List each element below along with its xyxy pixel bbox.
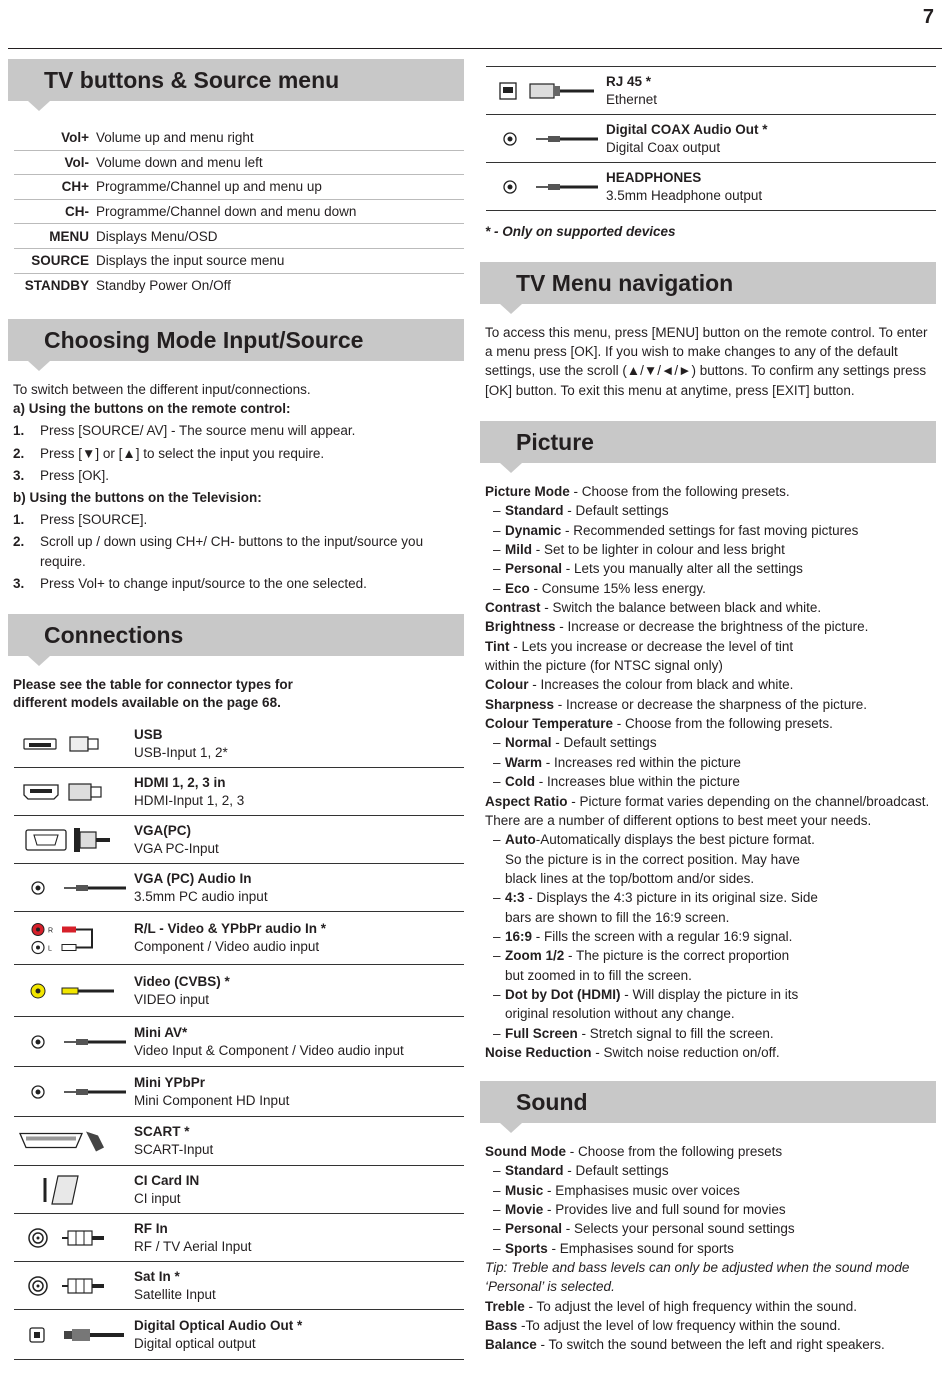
connection-text [134, 1317, 464, 1353]
list-line [485, 908, 941, 927]
button-row [14, 274, 464, 299]
button-row [14, 175, 464, 200]
term: Picture Mode [485, 484, 570, 499]
list-line [485, 675, 941, 694]
button-key: CH+ [61, 179, 89, 195]
button-desc: Programme/Channel down and menu down [96, 204, 357, 220]
button-key: SOURCE [31, 253, 89, 269]
term-desc: - Increases red within the picture [542, 754, 741, 770]
rj45-icon [486, 67, 606, 115]
button-row [14, 200, 464, 225]
term-desc: - Lets you manually alter all the settings [562, 561, 803, 577]
connection-title: Mini YPbPr [134, 1074, 206, 1090]
dash-bullet: – [493, 503, 501, 519]
mini-av-icon [14, 1017, 134, 1067]
connection-subtitle: Digital optical output [134, 1335, 256, 1351]
connection-row [486, 67, 936, 115]
term-desc: -To adjust the level of low frequency within the sound. [517, 1318, 841, 1334]
hdmi-icon [14, 768, 134, 816]
list-line [485, 540, 941, 559]
step-item [13, 510, 463, 529]
term-desc: - Consume 15% less energy. [529, 580, 706, 596]
term-desc: - Set to be lighter in colour and less bright [532, 542, 785, 558]
step-item [13, 421, 463, 440]
term-desc: There are a number of different options to best meet your needs. [485, 812, 872, 828]
connection-title: USB [134, 726, 163, 742]
connection-title: HEADPHONES [606, 169, 702, 185]
connections-table [14, 720, 464, 1360]
step-text: Press [SOURCE]. [40, 512, 148, 528]
dash-bullet: – [493, 561, 501, 577]
connection-subtitle: Mini Component HD Input [134, 1092, 290, 1108]
connection-title: Digital Optical Audio Out * [134, 1317, 303, 1333]
connection-title: VGA (PC) Audio In [134, 870, 252, 886]
term-desc: - Emphasises sound for sports [547, 1240, 734, 1256]
dash-bullet: – [493, 890, 501, 906]
connection-subtitle: USB-Input 1, 2* [134, 744, 228, 760]
connection-row [486, 163, 936, 211]
list-line [485, 946, 941, 965]
header-rule [8, 48, 942, 49]
connection-text [134, 1024, 464, 1060]
list-line [485, 966, 941, 985]
connection-row [14, 965, 464, 1017]
connection-text [134, 774, 464, 810]
footnote: * - Only on supported devices [485, 224, 676, 239]
connection-row [14, 1262, 464, 1310]
connection-text [134, 726, 464, 762]
list-line [485, 753, 941, 772]
term-desc: So the picture is in the correct position. May have [505, 851, 800, 867]
connection-subtitle: VGA PC-Input [134, 840, 219, 856]
term-desc: original resolution without any change. [505, 1006, 735, 1022]
list-line [485, 1316, 941, 1335]
step-number: 1. [13, 512, 25, 528]
term: Aspect Ratio [485, 793, 568, 809]
choosing-body [13, 380, 463, 593]
choosing-b-steps [13, 510, 463, 593]
optical-icon [14, 1310, 134, 1360]
connection-text [134, 1220, 464, 1256]
list-line [485, 1004, 941, 1023]
connection-title: SCART * [134, 1124, 190, 1139]
term: Auto [505, 832, 536, 848]
connection-subtitle: 3.5mm Headphone output [606, 187, 763, 203]
dash-bullet: – [493, 986, 501, 1002]
term-desc: - Lets you increase or decrease the level of tint [509, 638, 794, 654]
connection-text [134, 920, 464, 956]
term: Personal [505, 561, 563, 577]
button-desc: Standby Power On/Off [96, 278, 231, 294]
dash-bullet: – [493, 754, 501, 770]
choosing-b-heading: b) Using the buttons on the Television: [13, 490, 262, 506]
list-line [485, 1181, 941, 1200]
menu-nav-text: To access this menu, press [MENU] button on the remote control. To enter a menu press [OK]. If you wish to make changes to any of the default settings, use the scroll (▲/▼/◄/►) buttons. To confirm any settings press [OK] button. To exit this menu at anytime, press [EXIT] button. [485, 325, 928, 398]
section-banner-sound [480, 1081, 936, 1123]
term: Sharpness [485, 696, 555, 712]
term-desc: black lines at the top/bottom and/or sides. [505, 870, 755, 886]
dash-bullet: – [493, 1025, 501, 1041]
connection-row [14, 1117, 464, 1166]
section-banner-menu-nav [480, 262, 936, 304]
step-text: Press Vol+ to change input/source to the one selected. [40, 575, 367, 591]
step-text: Press [▼] or [▲] to select the input you require. [40, 445, 325, 461]
connection-title: CI Card IN [134, 1172, 200, 1188]
list-line [485, 772, 941, 791]
list-line [485, 869, 941, 888]
connection-subtitle: Digital Coax output [606, 139, 721, 155]
term: Sports [505, 1240, 548, 1256]
term: Standard [505, 503, 564, 519]
list-line [485, 521, 941, 540]
term-desc: - Fills the screen with a regular 16:9 signal. [532, 928, 793, 944]
connection-text [134, 822, 464, 858]
sat-icon [14, 1262, 134, 1310]
dash-bullet: – [493, 774, 501, 790]
connection-text [606, 169, 936, 205]
connection-subtitle: SCART-Input [134, 1142, 214, 1157]
term-desc: - Picture format varies depending on the channel/broadcast. [567, 793, 930, 809]
connections-note-line2: different models available on the page 68. [13, 694, 281, 710]
step-item [13, 532, 463, 570]
term-desc: - The picture is the correct proportion [564, 948, 790, 964]
connection-subtitle: Ethernet [606, 91, 658, 107]
connections-table-right [486, 66, 936, 211]
choosing-a-steps [13, 421, 463, 485]
dash-bullet: – [493, 1221, 501, 1237]
connection-text [134, 1074, 464, 1110]
term: Warm [505, 754, 543, 770]
connection-text [606, 73, 936, 109]
dash-bullet: – [493, 522, 501, 538]
connection-title: HDMI 1, 2, 3 in [134, 774, 226, 790]
section-banner-picture [480, 421, 936, 463]
connection-title: Sat In * [134, 1268, 180, 1284]
connections-note-line1: Please see the table for connector types for [13, 677, 293, 692]
connection-text [134, 973, 464, 1009]
dash-bullet: – [493, 580, 501, 596]
button-row [14, 151, 464, 176]
list-line [485, 927, 941, 946]
term: Eco [505, 580, 530, 596]
connection-title: VGA(PC) [134, 822, 191, 838]
list-line [485, 1258, 941, 1277]
section-title-menu-nav: TV Menu navigation [516, 270, 734, 296]
term: Cold [505, 774, 535, 790]
term: Treble [485, 1298, 525, 1314]
button-row [14, 249, 464, 274]
list-line [485, 1219, 941, 1238]
term-desc: - Increases the colour from black and white. [528, 677, 794, 693]
connection-row [14, 1214, 464, 1262]
section-title-picture: Picture [516, 429, 594, 455]
step-item [13, 466, 463, 485]
list-line [485, 1024, 941, 1043]
button-key: Vol+ [61, 130, 89, 146]
rca-l-label: L [48, 945, 52, 952]
term-desc: - Default settings [563, 1163, 669, 1179]
step-number: 1. [13, 423, 25, 439]
connection-row [14, 1067, 464, 1117]
term: Colour Temperature [485, 716, 614, 732]
headphone-icon [486, 163, 606, 211]
connection-subtitle: 3.5mm PC audio input [134, 888, 268, 904]
term-desc: - Provides live and full sound for movies [543, 1202, 786, 1218]
scart-icon [14, 1117, 134, 1166]
usb-icon [14, 720, 134, 768]
button-key: Vol- [64, 154, 89, 170]
list-line [485, 792, 941, 811]
choosing-intro: To switch between the different input/connections. [13, 382, 311, 397]
connection-row [14, 864, 464, 912]
ci-card-icon [14, 1166, 134, 1214]
term: 4:3 [505, 890, 525, 906]
connection-row [486, 115, 936, 163]
section-title-choosing: Choosing Mode Input/Source [44, 327, 364, 353]
term: Noise Reduction [485, 1044, 592, 1060]
connection-title: Digital COAX Audio Out * [606, 121, 768, 137]
term: Balance [485, 1337, 537, 1353]
list-line [485, 1161, 941, 1180]
connection-subtitle: Satellite Input [134, 1286, 216, 1302]
dash-bullet: – [493, 1202, 501, 1218]
list-line [485, 888, 941, 907]
connection-subtitle: VIDEO input [134, 991, 210, 1007]
rf-icon [14, 1214, 134, 1262]
coax-icon [486, 115, 606, 163]
term-desc: - Increases blue within the picture [535, 774, 740, 790]
step-text: Press [OK]. [40, 467, 110, 483]
term-desc: within the picture (for NTSC signal only) [485, 658, 723, 674]
connection-title: Mini AV* [134, 1024, 188, 1040]
connection-subtitle: Component / Video audio input [134, 939, 320, 954]
term-desc: - Selects your personal sound settings [562, 1221, 795, 1237]
connection-row [14, 1017, 464, 1067]
term-desc: bars are shown to fill the 16:9 screen. [505, 909, 730, 925]
audio-jack-icon [14, 864, 134, 912]
term: Dynamic [505, 522, 562, 538]
step-number: 3. [13, 467, 25, 483]
list-line [485, 1043, 941, 1062]
picture-list [485, 482, 941, 1062]
vga-icon [14, 816, 134, 864]
term-desc: - Emphasises music over voices [543, 1182, 740, 1198]
term: Dot by Dot (HDMI) [505, 986, 621, 1002]
connection-row [14, 912, 464, 965]
term-desc: - Switch noise reduction on/off. [591, 1044, 780, 1060]
list-line [485, 830, 941, 849]
term-desc: - Increase or decrease the brightness of the picture. [555, 619, 869, 635]
button-desc: Programme/Channel up and menu up [96, 179, 322, 195]
term: Zoom 1/2 [505, 948, 565, 964]
dash-bullet: – [493, 948, 501, 964]
list-line [485, 501, 941, 520]
list-line [485, 637, 941, 656]
rca-r-label: R [48, 927, 54, 934]
tv-buttons-table [14, 126, 464, 298]
connections-note [13, 676, 463, 711]
term-desc: but zoomed in to fill the screen. [505, 967, 692, 983]
step-number: 2. [13, 534, 25, 550]
connection-title: R/L - Video & YPbPr audio In * [134, 921, 327, 936]
sound-list [485, 1142, 941, 1355]
button-desc: Displays Menu/OSD [96, 228, 218, 244]
term: Standard [505, 1163, 564, 1179]
dash-bullet: – [493, 1240, 501, 1256]
section-banner-connections [8, 614, 464, 656]
section-title-sound: Sound [516, 1089, 588, 1115]
step-text: Press [SOURCE/ AV] - The source menu will appear. [40, 423, 356, 439]
connection-row [14, 768, 464, 816]
list-line [485, 656, 941, 675]
term: Full Screen [505, 1025, 578, 1041]
term: Tint [485, 638, 510, 654]
list-line [485, 733, 941, 752]
term: Sound Mode [485, 1144, 566, 1159]
step-text: Scroll up / down using CH+/ CH- buttons to the input/source you require. [40, 534, 424, 569]
mini-ypbpr-icon [14, 1067, 134, 1117]
section-banner-choosing [8, 319, 464, 361]
list-line [485, 482, 941, 501]
term-desc: - Recommended settings for fast moving pictures [561, 522, 859, 538]
section-title-connections: Connections [44, 622, 184, 648]
term-desc: Tip: Treble and bass levels can only be adjusted when the sound mode [485, 1260, 910, 1276]
list-line [485, 1297, 941, 1316]
connection-row [14, 1310, 464, 1360]
section-title-tv-buttons: TV buttons & Source menu [44, 67, 340, 93]
term-desc: - Choose from the following presets. [613, 716, 833, 732]
list-line [485, 1239, 941, 1258]
connection-subtitle: RF / TV Aerial Input [134, 1238, 252, 1254]
step-item [13, 574, 463, 593]
term-desc: - Default settings [563, 503, 669, 519]
connection-row [14, 720, 464, 768]
term: Normal [505, 735, 552, 751]
term-desc: - Default settings [551, 735, 657, 751]
term: 16:9 [505, 928, 533, 944]
connection-title: RF In [134, 1220, 168, 1236]
term: Mild [505, 542, 532, 558]
list-line [485, 559, 941, 578]
term-desc: - Switch the balance between black and white. [540, 600, 822, 616]
button-key: CH- [65, 204, 89, 220]
connection-subtitle: HDMI-Input 1, 2, 3 [134, 792, 245, 808]
term-desc: -Automatically displays the best picture format. [535, 832, 815, 848]
page-number: 7 [922, 6, 934, 28]
term: Music [505, 1182, 544, 1198]
connection-row [14, 816, 464, 864]
term: Contrast [485, 600, 541, 616]
dash-bullet: – [493, 1163, 501, 1179]
choosing-a-heading: a) Using the buttons on the remote control: [13, 401, 291, 417]
list-line [485, 811, 941, 830]
rca-yellow-icon [14, 965, 134, 1017]
term-desc: - Stretch signal to fill the screen. [577, 1025, 774, 1041]
connection-row [14, 1166, 464, 1214]
connection-text [134, 1123, 464, 1159]
dash-bullet: – [493, 1182, 501, 1198]
list-line [485, 1142, 941, 1161]
dash-bullet: – [493, 542, 501, 558]
term-desc: - Displays the 4:3 picture in its original size. Side [524, 890, 818, 906]
list-line [485, 695, 941, 714]
connection-subtitle: Video Input & Component / Video audio input [134, 1042, 404, 1058]
dash-bullet: – [493, 735, 501, 751]
term-desc: ‘Personal’ is selected. [485, 1279, 615, 1295]
button-row [14, 224, 464, 249]
term: Movie [505, 1202, 544, 1218]
button-key: MENU [49, 228, 89, 244]
connection-text [134, 1268, 464, 1304]
term: Colour [485, 677, 529, 693]
connection-subtitle: CI input [134, 1190, 181, 1206]
step-number: 3. [13, 575, 25, 591]
connection-text [134, 870, 464, 906]
term: Brightness [485, 619, 556, 635]
list-line [485, 579, 941, 598]
list-line [485, 714, 941, 733]
list-line [485, 1200, 941, 1219]
list-line [485, 1335, 941, 1354]
step-number: 2. [13, 445, 25, 461]
step-item [13, 444, 463, 463]
dash-bullet: – [493, 832, 501, 848]
dash-bullet: – [493, 928, 501, 944]
term-desc: - Choose from the following presets [566, 1144, 783, 1159]
list-line [485, 850, 941, 869]
button-key: STANDBY [24, 278, 89, 294]
button-desc: Volume up and menu right [96, 130, 254, 146]
section-banner-tv-buttons [8, 59, 464, 101]
term-desc: - Increase or decrease the sharpness of the picture. [554, 696, 867, 712]
term-desc: - Will display the picture in its [620, 986, 799, 1002]
button-desc: Displays the input source menu [96, 253, 285, 269]
connection-text [606, 121, 936, 157]
button-desc: Volume down and menu left [96, 154, 263, 170]
term-desc: - To switch the sound between the left and right speakers. [536, 1337, 885, 1353]
list-line [485, 1277, 941, 1296]
button-row [14, 126, 464, 151]
list-line [485, 598, 941, 617]
connection-text [134, 1172, 464, 1208]
rca-rl-icon [14, 912, 134, 965]
term-desc: - Choose from the following presets. [569, 484, 790, 499]
connection-title: Video (CVBS) * [134, 973, 230, 989]
term: Bass [485, 1318, 518, 1334]
connection-title: RJ 45 * [606, 73, 652, 89]
list-line [485, 985, 941, 1004]
term: Personal [505, 1221, 563, 1237]
list-line [485, 617, 941, 636]
term-desc: - To adjust the level of high frequency within the sound. [524, 1298, 857, 1314]
